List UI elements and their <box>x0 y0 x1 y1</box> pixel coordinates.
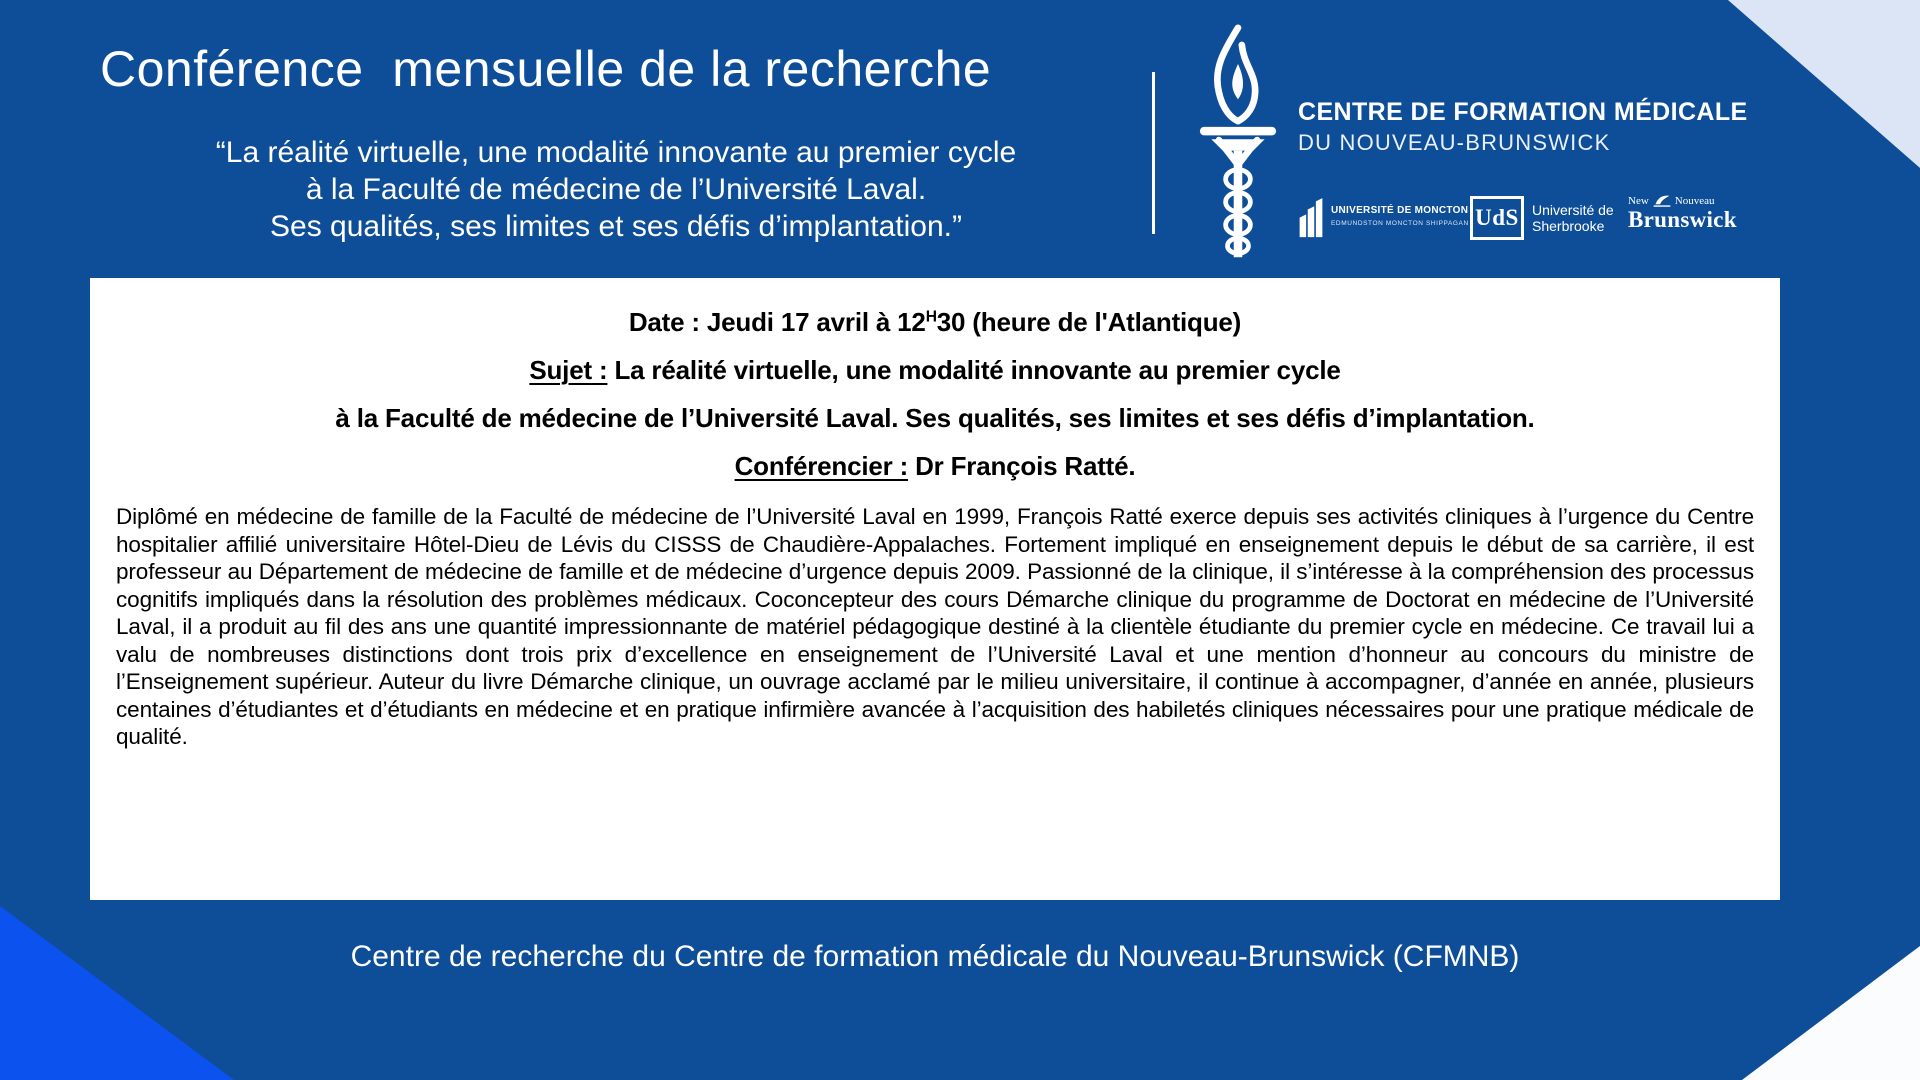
uds-name-line-1: Université de <box>1532 202 1614 218</box>
partner-logos <box>1298 190 1738 242</box>
conference-subtitle <box>92 134 1140 245</box>
moncton-flags-icon <box>1298 194 1324 238</box>
nb-fr-label: Nouveau <box>1674 195 1715 207</box>
details-card <box>90 278 1780 900</box>
partner-logo-moncton <box>1298 194 1469 238</box>
decorative-triangle-bottom-left <box>0 906 234 1080</box>
org-name-line-2: DU NOUVEAU-BRUNSWICK <box>1298 130 1611 155</box>
speaker-label: Conférencier : <box>734 451 909 481</box>
date-suffix: 30 (heure de l'Atlantique) <box>936 307 1242 337</box>
subject-label: Sujet : <box>529 355 608 385</box>
speaker-bio-paragraph: Diplômé en médecine de famille de la Faculté de médecine de l’Université Laval en 1999, François Ratté exerce depuis ses activités cliniques à l’urgence du Centre hospitalier affilié universitaire Hôtel-Dieu de Lévis du CISSS de Chaudière-Appalaches. Fortement impliqué en enseignement depuis le début de sa carrière, il est professeur au Département de médecine de famille et de médecine d’urgence depuis 2009. Passionné de la clinique, il s’intéresse à la compréhension des processus cognitifs impliqués dans la résolution des problèmes médicaux. Coconcepteur des cours Démarche clinique du programme de Doctorat en médecine de l’Université Laval, il a produit au fil des ans une quantité impressionnante de matériel pédagogique destiné à la clientèle étudiante du premier cycle en médecine. Ce travail lui a valu de nombreuses distinctions dont trois prix d’excellence en enseignement de l’Université Laval et une mention d’honneur au concours du ministre de l’Enseignement supérieur. Auteur du livre Démarche clinique, un ouvrage acclamé par le milieu universitaire, il continue à accompagner, d’année en année, plusieurs centaines d’étudiantes et d’étudiants en médecine et en pratique infirmière avancée à l’acquisition des habiletés cliniques nécessaires pour une pratique médicale de qualité. <box>116 504 1754 749</box>
uds-abbr: UdS <box>1475 205 1519 230</box>
footer-caption: Centre de recherche du Centre de formation médicale du Nouveau-Brunswick (CFMNB) <box>350 940 1520 973</box>
organization-name <box>1298 100 1748 154</box>
subject-line <box>116 353 1754 387</box>
page-title: Conférence mensuelle de la recherche <box>100 41 992 97</box>
header-divider <box>1152 72 1155 234</box>
nb-wordmark: Brunswick <box>1628 207 1737 232</box>
date-text: Date : Jeudi 17 avril à 12 <box>628 307 926 337</box>
nb-en-label: New <box>1628 195 1649 207</box>
moncton-name: UNIVERSITÉ DE MONCTON <box>1331 205 1469 217</box>
subtitle-line-3: Ses qualités, ses limites et ses défis d’implantation.” <box>270 210 962 243</box>
uds-name-line-2: Sherbrooke <box>1532 218 1605 234</box>
date-line <box>116 305 1754 339</box>
subject-text: La réalité virtuelle, une modalité innovante au premier cycle <box>607 355 1341 385</box>
partner-logo-sherbrooke <box>1470 196 1614 240</box>
decorative-triangle-top-right <box>1728 0 1920 168</box>
subtitle-line-2: à la Faculté de médecine de l’Université Laval. <box>305 173 927 206</box>
speaker-text: Dr François Ratté. <box>908 451 1136 481</box>
speaker-line <box>116 449 1754 483</box>
nb-sail-icon <box>1651 194 1673 207</box>
org-name-line-1: CENTRE DE FORMATION MÉDICALE <box>1298 98 1748 126</box>
subject-continuation-line: à la Faculté de médecine de l’Université Laval. Ses qualités, ses limites et ses défis d’implantation. <box>335 403 1535 433</box>
moncton-campuses: EDMUNDSTON MONCTON SHIPPAGAN <box>1331 219 1469 227</box>
uds-abbr-box <box>1470 196 1524 240</box>
partner-logo-new-brunswick <box>1628 194 1737 231</box>
torch-caduceus-icon <box>1190 24 1286 262</box>
subtitle-line-1: “La réalité virtuelle, une modalité innovante au premier cycle <box>215 136 1017 169</box>
date-superscript: H <box>925 308 937 326</box>
